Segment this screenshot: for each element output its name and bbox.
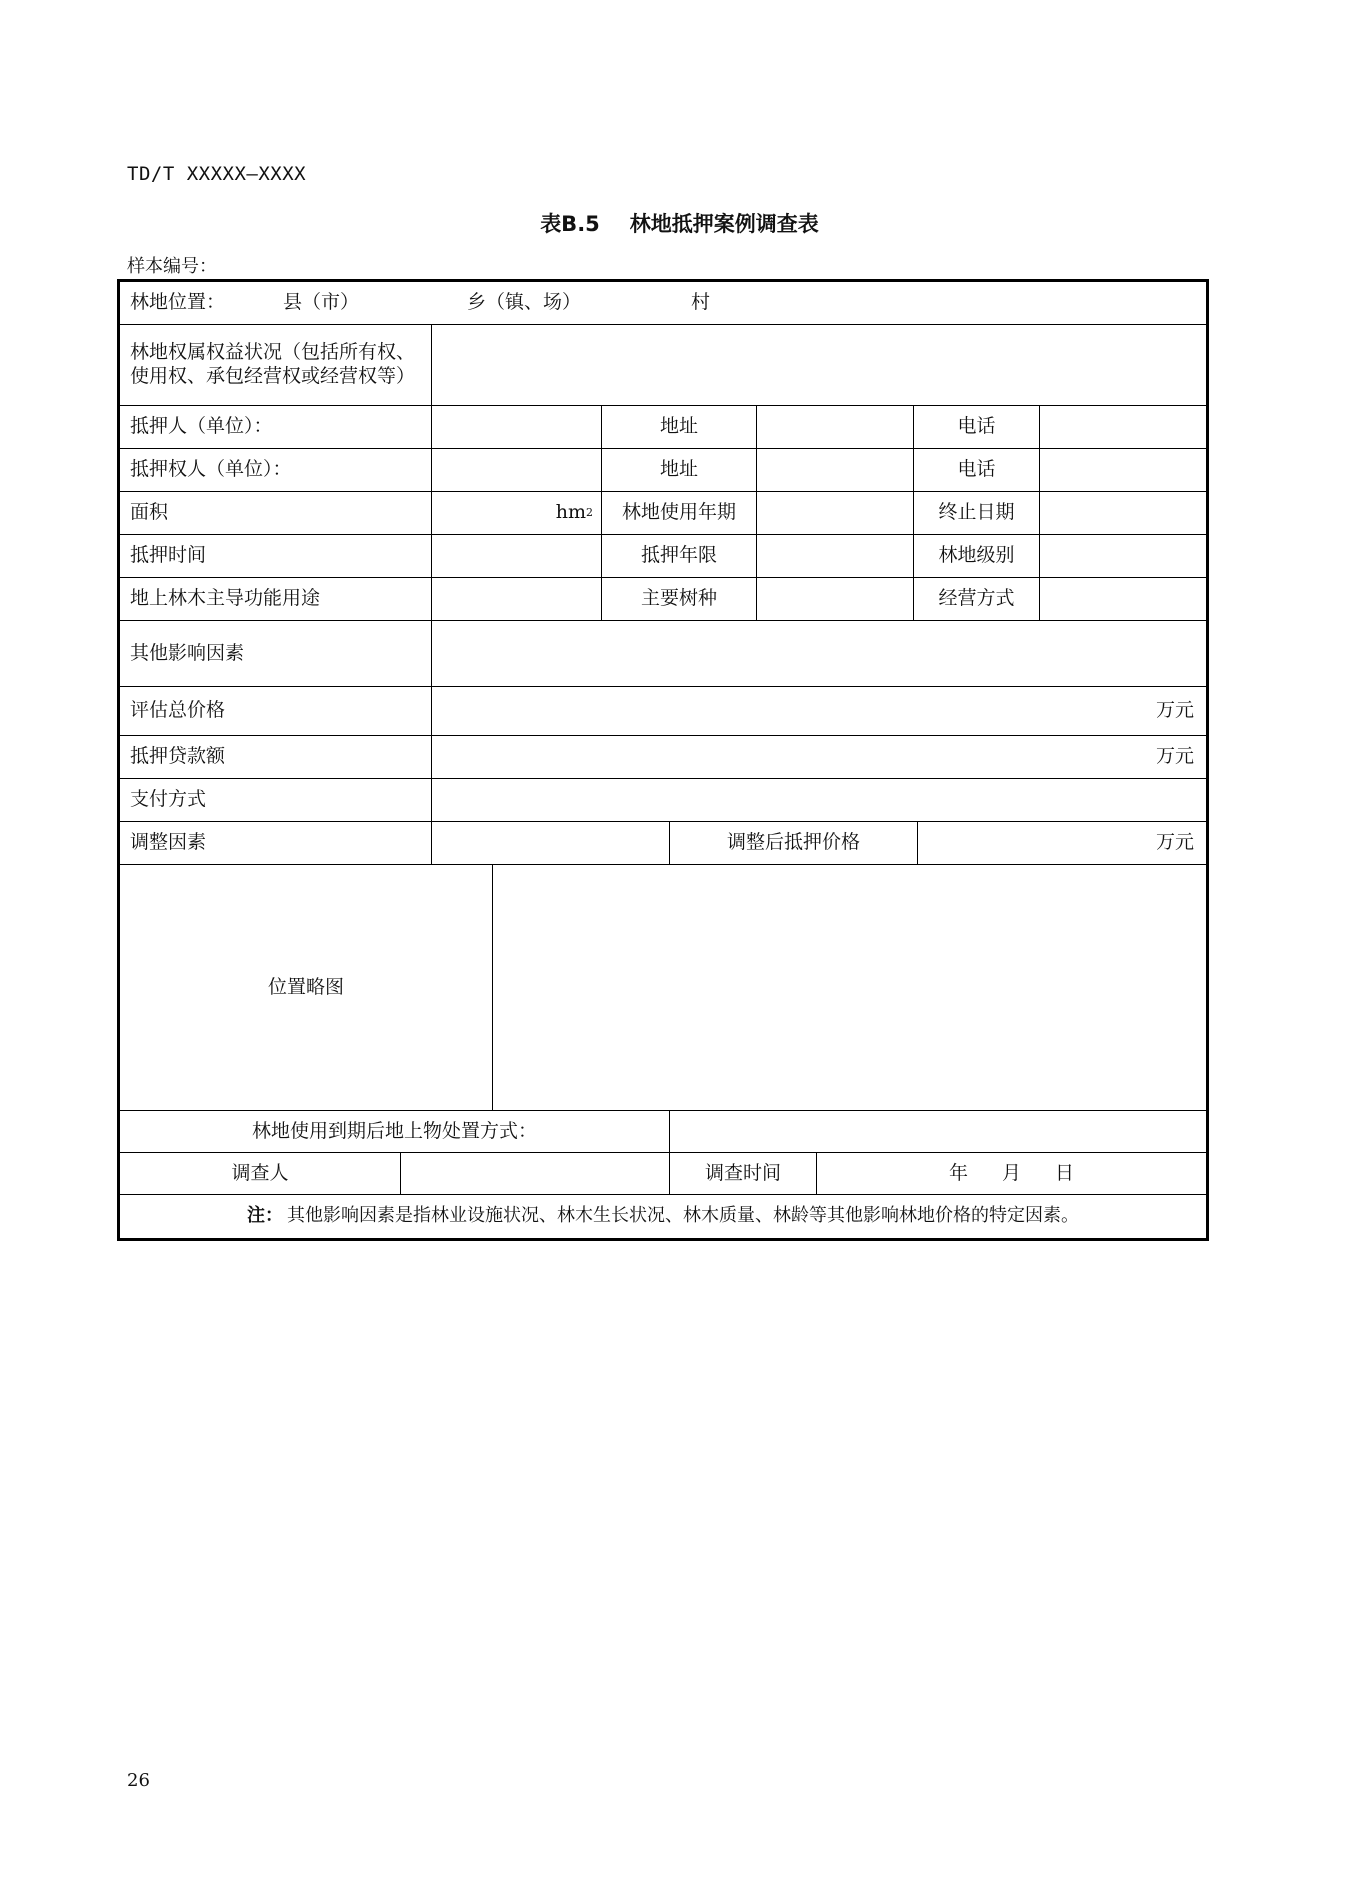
mortgage-time-value[interactable]: [432, 535, 602, 577]
township-label: 乡（镇、场）: [467, 291, 582, 314]
mortgagee-value[interactable]: [432, 449, 602, 491]
total-price-value[interactable]: [432, 687, 1206, 735]
expiry-disposal-label: 林地使用到期后地上物处置方式：: [120, 1111, 670, 1152]
location-label: 林地位置：: [130, 291, 226, 314]
adjusted-price-value[interactable]: [918, 822, 1206, 864]
total-price-label: 评估总价格: [120, 687, 432, 735]
survey-form-table: [117, 279, 1209, 1241]
mortgagor-phone-value[interactable]: [1040, 406, 1206, 448]
area-unit: hm: [555, 501, 586, 524]
row-sketch: [120, 865, 1206, 1111]
ownership-value[interactable]: [432, 325, 1206, 405]
area-label: 面积: [120, 492, 432, 534]
row-investigator: [120, 1153, 1206, 1195]
document-code: TD/T XXXXX—XXXX: [127, 163, 307, 185]
other-factors-label: 其他影响因素: [120, 621, 432, 686]
row-loan-amount: [120, 736, 1206, 779]
management-mode-value[interactable]: [1040, 578, 1206, 620]
use-period-value[interactable]: [757, 492, 914, 534]
other-factors-value[interactable]: [432, 621, 1206, 686]
sample-number-label: 样本编号：: [127, 256, 217, 277]
mortgagee-phone-label: 电话: [914, 449, 1040, 491]
row-mortgage-time: [120, 535, 1206, 578]
mortgagor-label: 抵押人（单位）：: [120, 406, 432, 448]
forest-grade-label: 林地级别: [914, 535, 1040, 577]
month-label: 月: [1001, 1161, 1021, 1184]
day-label: 日: [1055, 1161, 1075, 1184]
village-label: 村: [691, 291, 711, 314]
total-price-unit: 万元: [1155, 699, 1194, 722]
management-mode-label: 经营方式: [914, 578, 1040, 620]
expiry-disposal-value[interactable]: [670, 1111, 1206, 1152]
table-title: [0, 208, 1345, 238]
note-text: 其他影响因素是指林业设施状况、林木生长状况、林木质量、林龄等其他影响林地价格的特定因素。: [287, 1205, 1079, 1227]
row-adjust: [120, 822, 1206, 865]
row-area: [120, 492, 1206, 535]
forest-grade-value[interactable]: [1040, 535, 1206, 577]
sketch-area[interactable]: [493, 865, 1206, 1110]
year-label: 年: [948, 1161, 968, 1184]
row-ownership: [120, 325, 1206, 406]
main-species-value[interactable]: [757, 578, 914, 620]
row-mortgagor: [120, 406, 1206, 449]
page-number: 26: [127, 1770, 150, 1791]
main-species-label: 主要树种: [602, 578, 757, 620]
mortgagor-address-label: 地址: [602, 406, 757, 448]
investigator-label: 调查人: [120, 1153, 401, 1194]
payment-label: 支付方式: [120, 779, 432, 821]
sketch-label: 位置略图: [120, 865, 493, 1110]
location-cell: [120, 282, 1206, 324]
mortgagee-address-label: 地址: [602, 449, 757, 491]
row-note: [120, 1195, 1206, 1238]
row-payment: [120, 779, 1206, 822]
county-label: 县（市）: [283, 291, 360, 314]
function-label: 地上林木主导功能用途: [120, 578, 432, 620]
mortgage-term-value[interactable]: [757, 535, 914, 577]
survey-time-value[interactable]: [817, 1153, 1206, 1194]
payment-value[interactable]: [432, 779, 1206, 821]
note-cell: [120, 1195, 1206, 1238]
row-location: [120, 282, 1206, 325]
mortgagee-address-value[interactable]: [757, 449, 914, 491]
end-date-value[interactable]: [1040, 492, 1206, 534]
mortgage-time-label: 抵押时间: [120, 535, 432, 577]
mortgagee-phone-value[interactable]: [1040, 449, 1206, 491]
row-mortgagee: [120, 449, 1206, 492]
row-function: [120, 578, 1206, 621]
note-label: 注：: [247, 1205, 283, 1227]
function-value[interactable]: [432, 578, 602, 620]
adjust-label: 调整因素: [120, 822, 432, 864]
mortgagee-label: 抵押权人（单位）：: [120, 449, 432, 491]
mortgagor-phone-label: 电话: [914, 406, 1040, 448]
adjusted-price-unit: 万元: [1155, 831, 1194, 854]
end-date-label: 终止日期: [914, 492, 1040, 534]
loan-amount-value[interactable]: [432, 736, 1206, 778]
table-number: 表B.5: [540, 212, 600, 236]
investigator-value[interactable]: [401, 1153, 670, 1194]
mortgage-term-label: 抵押年限: [602, 535, 757, 577]
ownership-label: 林地权属权益状况（包括所有权、使用权、承包经营权或经营权等）: [120, 325, 432, 405]
row-total-price: [120, 687, 1206, 736]
row-other-factors: [120, 621, 1206, 687]
loan-amount-label: 抵押贷款额: [120, 736, 432, 778]
mortgagor-value[interactable]: [432, 406, 602, 448]
adjust-value[interactable]: [432, 822, 670, 864]
survey-time-label: 调查时间: [670, 1153, 817, 1194]
table-title-text: 林地抵押案例调查表: [629, 212, 819, 236]
loan-amount-unit: 万元: [1155, 745, 1194, 768]
adjusted-price-label: 调整后抵押价格: [670, 822, 918, 864]
use-period-label: 林地使用年期: [602, 492, 757, 534]
row-expiry-disposal: [120, 1111, 1206, 1153]
area-value[interactable]: hm 2: [432, 492, 602, 534]
mortgagor-address-value[interactable]: [757, 406, 914, 448]
